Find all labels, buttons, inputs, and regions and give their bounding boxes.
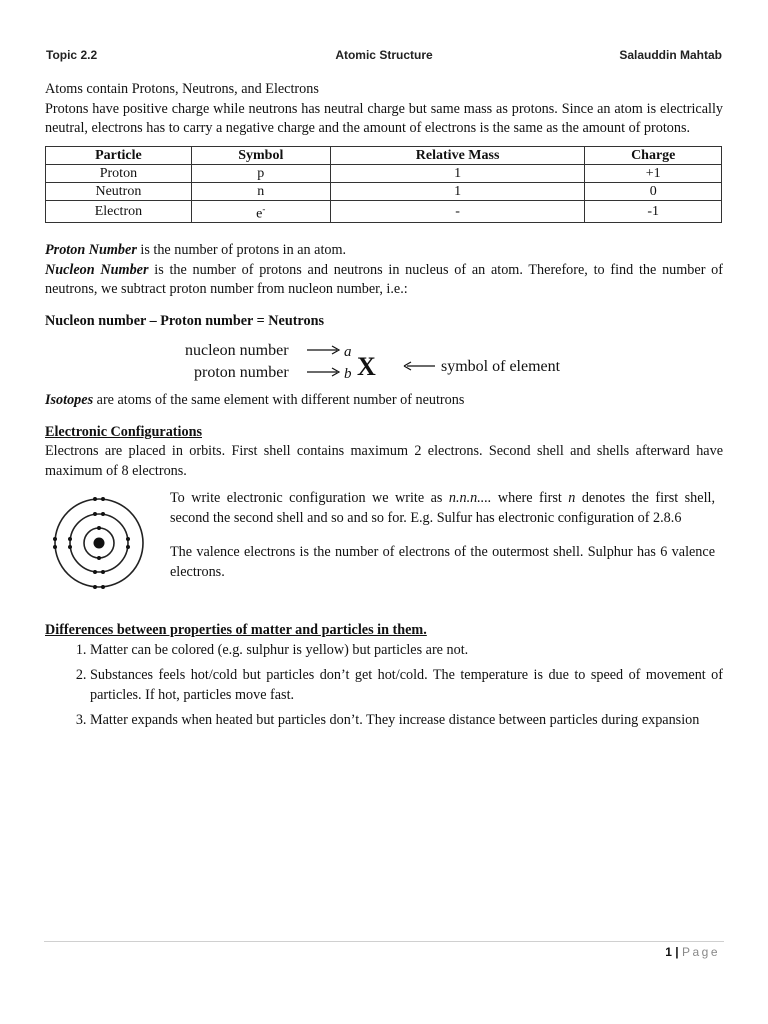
electron: [93, 570, 97, 574]
differences-list: [45, 641, 723, 731]
nuclide-notation-figure: [175, 337, 595, 385]
table-header-cell: Particle: [46, 146, 192, 164]
intro-paragraph: Protons have positive charge while neutrons has neutral charge but same mass as protons. Since an atom is electrically neutral, electrons has to carry a negative charge and the amount of electrons is the same as the amount of protons.: [45, 100, 723, 136]
table-cell: p: [191, 164, 330, 182]
isotopes-term: Isotopes: [45, 392, 94, 409]
electron: [93, 497, 97, 501]
electrons: [53, 497, 130, 589]
table-cell: 1: [330, 182, 585, 200]
intro-line: Atoms contain Protons, Neutrons, and Electrons: [45, 81, 319, 97]
proton-text: is the number of protons in an atom.: [136, 242, 347, 259]
config-text-part: where first: [491, 490, 569, 507]
list-item: 1. Matter can be colored (e.g. sulphur is yellow) but particles are not.: [90, 641, 723, 661]
table-cell: 1: [330, 164, 585, 182]
table-cell: -1: [585, 200, 722, 223]
page-label: Page: [681, 945, 720, 959]
table-cell: Proton: [46, 164, 192, 182]
proton-term: Proton Number: [45, 242, 137, 259]
particle-table: [45, 146, 722, 224]
table-cell: Electron: [46, 200, 192, 223]
table-row: [46, 164, 722, 182]
proton-definition: [45, 241, 723, 261]
nucleus: [94, 538, 105, 549]
page-number: 1: [665, 945, 672, 959]
nucleon-term: Nucleon Number: [45, 261, 149, 278]
electron: [101, 585, 105, 589]
config-text: [170, 489, 715, 582]
electron: [68, 537, 72, 541]
electron-superscript: -: [262, 203, 266, 214]
header-title: Atomic Structure: [335, 48, 433, 62]
table-header-cell: Relative Mass: [330, 146, 585, 164]
nucleon-definition: [45, 261, 723, 300]
table-cell: +1: [585, 164, 722, 182]
footer-separator: |: [675, 945, 679, 959]
table-header-row: [46, 146, 722, 164]
electron: [53, 537, 57, 541]
header-author: Salauddin Mahtab: [619, 48, 722, 62]
config-text-part: denotes the first shell, second the second shell and so and so for. E.g. Sulfur has electronic configuration of 2.8.6: [170, 490, 716, 526]
config-section: [45, 489, 723, 601]
proton-var: b: [344, 366, 352, 383]
electron: [53, 545, 57, 549]
config-notation: n.n.n....: [448, 490, 492, 507]
config-paragraph: Electrons are placed in orbits. First shell contains maximum 2 electrons. Second shell and shells afterward have maximum of 8 electrons.: [45, 443, 723, 479]
table-cell: 0: [585, 182, 722, 200]
electron: [97, 526, 101, 530]
config-n: n: [568, 490, 576, 507]
table-cell: Neutron: [46, 182, 192, 200]
table-cell: [191, 200, 330, 223]
valence-text: The valence electrons is the number of electrons of the outermost shell. Sulphur has 6 valence electrons.: [170, 544, 715, 580]
document-body: [45, 80, 723, 737]
page-header: [46, 48, 722, 64]
electron: [68, 545, 72, 549]
isotopes-definition: [45, 391, 723, 411]
nucleon-text: is the number of protons and neutrons in nucleus of an atom. Therefore, to find the number of neutrons, we subtract proton number from nucleon number, i.e.:: [45, 261, 723, 298]
electron: [126, 545, 130, 549]
config-notation-text: [170, 489, 715, 528]
electron: [93, 585, 97, 589]
list-item: 2. Substances feels hot/cold but particles don’t get hot/cold. The temperature is due to speed of movement of particles. If hot, particles move fast.: [90, 666, 723, 705]
electron: [101, 570, 105, 574]
config-heading: Electronic Configurations: [45, 423, 202, 440]
isotopes-text: are atoms of the same element with different number of neutrons: [93, 392, 465, 409]
list-item: 3. Matter expands when heated but particles don’t. They increase distance between particles during expansion: [90, 711, 723, 731]
electron: [93, 512, 97, 516]
table-cell: n: [191, 182, 330, 200]
sulfur-atom-diagram: [49, 493, 149, 597]
config-text-part: To write electronic configuration we write as: [170, 490, 449, 507]
table-header-cell: Symbol: [191, 146, 330, 164]
element-symbol: X: [357, 352, 376, 382]
electron: [97, 556, 101, 560]
table-row: [46, 182, 722, 200]
page-footer: [665, 945, 720, 959]
electron: [126, 537, 130, 541]
electron-symbol: e: [256, 206, 263, 222]
header-topic: Topic 2.2: [46, 48, 98, 62]
neutron-formula: Nucleon number – Proton number = Neutrons: [45, 312, 324, 329]
proton-label: proton number: [194, 364, 289, 382]
symbol-label: symbol of element: [441, 358, 561, 376]
nucleon-label: nucleon number: [185, 342, 289, 360]
electron: [101, 512, 105, 516]
table-header-cell: Charge: [585, 146, 722, 164]
footer-divider: [44, 941, 724, 942]
electron: [101, 497, 105, 501]
differences-heading: Differences between properties of matter and particles in them.: [45, 622, 427, 639]
table-row: [46, 200, 722, 223]
table-cell: -: [330, 200, 585, 223]
nucleon-var: a: [344, 344, 352, 361]
